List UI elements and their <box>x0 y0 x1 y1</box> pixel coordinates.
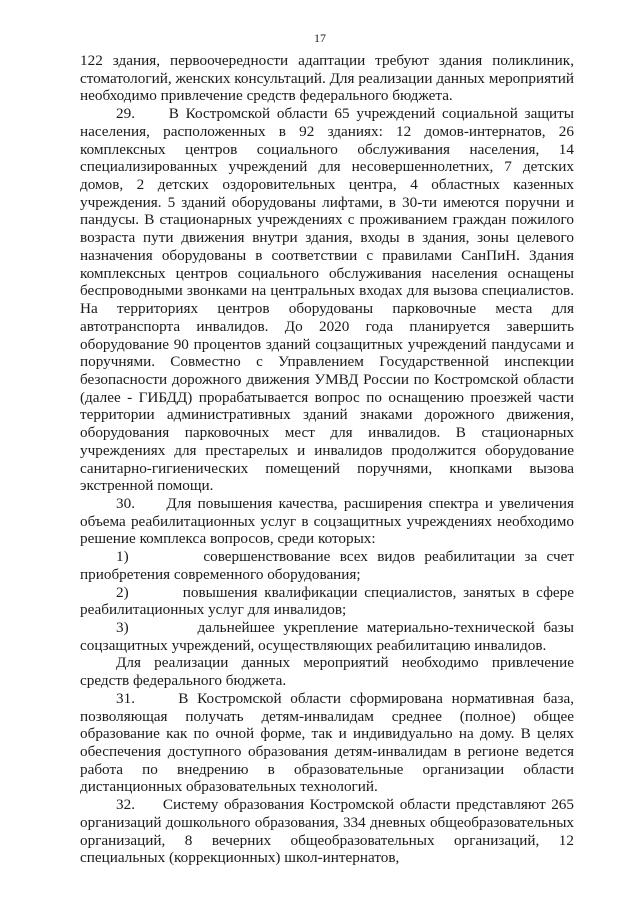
paragraph-intro: 122 здания, первоочередности адаптации требуют здания поликлиник, стоматологий, женских консультаций. Для реализации данных мероприятий необходимо привлечение средств федерального бюджета. <box>80 52 574 105</box>
paragraph-31: 31. В Костромской области сформирована нормативная база, позволяющая получать детям-инвалидам среднее (полное) общее образование как по очной форме, так и индивидуально на дому. В целях обеспечения доступного образования детям-инвалидам в регионе ведется работа по внедрению в образовательные организации области дистанционных образовательных технологий. <box>80 689 574 796</box>
paragraph-funding: Для реализации данных мероприятий необходимо привлечение средств федерального бюджета. <box>80 654 574 690</box>
paragraph-29: 29. В Костромской области 65 учреждений социальной защиты населения, расположенных в 92 зданиях: 12 домов-интернатов, 26 комплексных центров социального обслуживания населения, 14 специализированных учреждений для несовершеннолетних, 7 детских домов, 2 детских оздоровительных центра, 4 областных казенных учреждения. 5 зданий оборудованы лифтами, в 30-ти имеются поручни и пандусы. В стационарных учреждениях с проживанием граждан пожилого возраста пути движения внутри здания, входы в здания, зоны целевого назначения оборудованы в соответствии с правилами СанПиН. Здания комплексных центров социального обслуживания населения оснащены беспроводными звонками на центральных входах для вызова специалистов. На территориях центров оборудованы парковочные места для автотранспорта инвалидов. До 2020 года планируется завершить оборудование 90 процентов зданий соцзащитных учреждений пандусами и поручнями. Совместно с Управлением Государственной инспекции безопасности дорожного движения УМВД России по Костромской области (далее - ГИБДД) прорабатывается вопрос по оснащению проезжей части территории административных зданий знаками дорожного движения, оборудования парковочных мест для инвалидов. В стационарных учреждениях для престарелых и инвалидов продолжится оборудование санитарно-гигиенических помещений поручнями, кнопками вызова экстренной помощи. <box>80 105 574 495</box>
paragraph-32: 32. Систему образования Костромской области представляют 265 организаций дошкольного образования, 334 дневных общеобразовательных организаций, 8 вечерних общеобразовательных организаций, 12 специальных (коррекционных) школ-интернатов, <box>80 796 574 867</box>
list-item-2: 2) повышения квалификации специалистов, занятых в сфере реабилитационных услуг для инвалидов; <box>80 583 574 619</box>
document-body <box>80 52 574 867</box>
paragraph-30: 30. Для повышения качества, расширения спектра и увеличения объема реабилитационных услуг в соцзащитных учреждениях необходимо решение комплекса вопросов, среди которых: <box>80 494 574 548</box>
list-item-1: 1) совершенствование всех видов реабилитации за счет приобретения современного оборудования; <box>80 548 574 583</box>
list-item-3: 3) дальнейшее укрепление материально-технической базы соцзащитных учреждений, осуществляющих реабилитацию инвалидов. <box>80 619 574 654</box>
page-number: 17 <box>314 31 326 45</box>
